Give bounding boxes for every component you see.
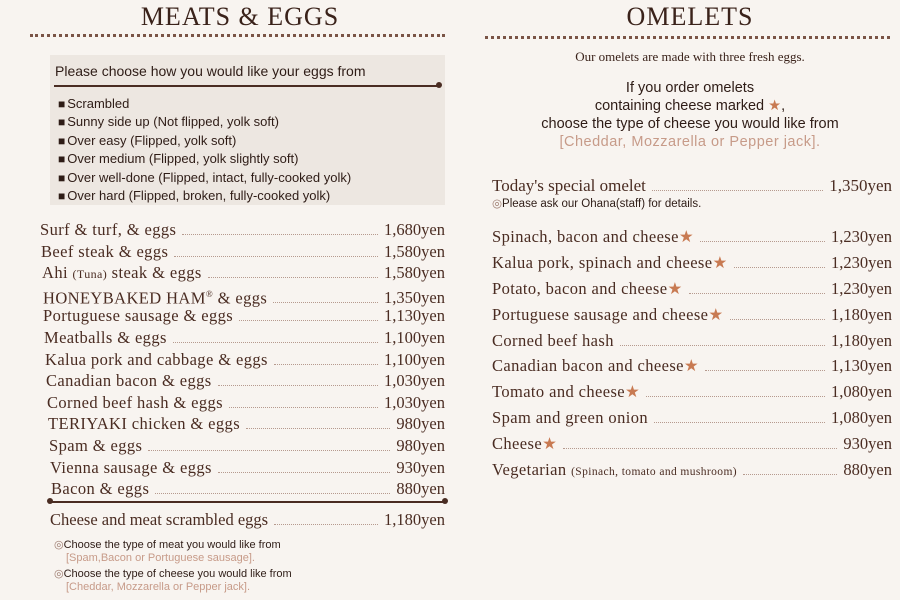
note-text: Please ask our Ohana(staff) for details.: [502, 198, 702, 210]
menu-item-name-text: Vegetarian: [492, 460, 567, 480]
menu-item: [492, 431, 892, 457]
egg-style-item: ■ Scrambled: [58, 95, 445, 113]
egg-style-list: [58, 95, 445, 205]
star-icon: ★: [678, 227, 695, 246]
note-options: [Cheddar, Mozzarella or Pepper jack].: [66, 581, 251, 593]
menu-item: [492, 457, 892, 483]
menu-item-name: Spam & eggs: [49, 435, 143, 455]
dot-leader: [155, 493, 390, 494]
menu-item-price: 1,080yen: [831, 408, 892, 428]
menu-item-price: 1,350yen: [829, 176, 892, 195]
dot-leader: [174, 256, 378, 257]
cheese-instructions: [485, 79, 895, 151]
cheese-line-punct: ,: [781, 98, 786, 114]
egg-style-item: ■ Over well-done (Flipped, intact, fully-cooked yolk): [58, 169, 445, 187]
circle-bullet-icon: ◎: [54, 568, 64, 580]
menu-item-name: [42, 262, 202, 286]
cheese-options: [Cheddar, Mozzarella or Pepper jack].: [559, 134, 821, 150]
cheese-line: [485, 97, 895, 115]
menu-item-price: 1,580yen: [384, 263, 445, 283]
menu-item-name-text: Cheese: [492, 434, 543, 454]
star-icon: ★: [542, 434, 558, 454]
cheese-line-text: containing cheese marked: [594, 98, 765, 114]
special-note: [492, 198, 892, 211]
special-row: [492, 176, 892, 196]
menu-item-price: 880yen: [843, 460, 892, 480]
menu-item-price: 1,130yen: [384, 306, 445, 326]
menu-item: [48, 413, 445, 435]
dot-leader: [273, 302, 378, 303]
dot-leader: [173, 342, 378, 343]
meats-menu-list: [40, 219, 445, 500]
menu-item-name: [492, 457, 737, 486]
menu-item-name: Corned beef hash & eggs: [47, 392, 223, 412]
menu-item: [49, 435, 445, 457]
menu-item: [45, 349, 445, 371]
dotted-divider: [485, 36, 890, 39]
menu-item-name: Kalua pork and cabbage & eggs: [45, 349, 268, 369]
dot-leader: [620, 345, 825, 346]
menu-item-price: 930yen: [396, 457, 445, 477]
menu-item-name-part: steak & eggs: [111, 263, 202, 283]
menu-item: [47, 392, 445, 414]
menu-item: [51, 478, 445, 500]
omelets-subtitle: Our omelets are made with three fresh eggs.: [575, 49, 805, 64]
menu-item-name: [492, 379, 640, 405]
egg-style-item: ■ Sunny side up (Not flipped, yolk soft): [58, 113, 445, 131]
menu-item-name-text: Potato, bacon and cheese: [492, 278, 668, 298]
dot-leader: [274, 364, 378, 365]
egg-style-prompt: Please choose how you would like your eggs from: [55, 63, 366, 79]
circle-bullet-icon: ◎: [54, 539, 64, 551]
menu-item-name: [492, 405, 648, 431]
menu-item-name-text: Kalua pork, spinach and cheese: [492, 252, 713, 272]
menu-item: [492, 224, 892, 250]
egg-style-item: ■ Over hard (Flipped, broken, fully-cooked yolk): [58, 187, 445, 205]
section-divider: [50, 501, 445, 503]
registered-mark: ®: [205, 288, 214, 299]
scrambled-item: [50, 510, 445, 530]
menu-item-name-text: Portuguese sausage and cheese: [492, 304, 709, 324]
menu-item-name-text: Canadian bacon and cheese: [492, 356, 684, 376]
dot-leader: [229, 407, 378, 408]
menu-item-name: Today's special omelet: [492, 176, 646, 195]
egg-box-divider: [54, 85, 438, 87]
star-icon: ★: [708, 304, 724, 324]
menu-item-price: 1,230yen: [831, 278, 892, 298]
menu-item: [50, 457, 445, 479]
menu-item-price: 880yen: [396, 479, 445, 499]
menu-item-price: 1,350yen: [384, 288, 445, 308]
dot-leader: [654, 422, 825, 423]
circle-bullet-icon: ◎: [492, 198, 503, 210]
menu-item-name-text: Corned beef hash: [492, 330, 614, 350]
dot-leader: [182, 234, 378, 235]
menu-item-name: Surf & turf, & eggs: [40, 220, 177, 239]
menu-item-price: 1,180yen: [831, 330, 892, 350]
menu-item-name: [492, 328, 614, 354]
menu-item: [492, 405, 892, 431]
meats-eggs-section: [30, 0, 450, 593]
menu-item-name: [492, 431, 557, 457]
dot-leader: [563, 448, 837, 449]
menu-item-price: 1,100yen: [384, 327, 445, 347]
star-icon: ★: [667, 278, 683, 298]
menu-item-name: [492, 224, 694, 250]
menu-item-name-text: Spam and green onion: [492, 408, 649, 428]
menu-item-name: [492, 276, 683, 302]
menu-item-price: 1,230yen: [831, 227, 892, 246]
menu-item-name: Portuguese sausage & eggs: [43, 306, 234, 326]
cheese-choice-note: [54, 568, 292, 594]
star-icon: ★: [712, 252, 728, 272]
menu-item-name: Canadian bacon & eggs: [46, 371, 212, 391]
dot-leader: [689, 293, 825, 294]
menu-item-price: 1,130yen: [831, 356, 892, 376]
dot-leader: [652, 190, 823, 191]
menu-item-name-part: HONEYBAKED HAM: [43, 288, 206, 308]
dot-leader: [734, 267, 825, 268]
menu-item-name-text: Tomato and cheese: [492, 382, 626, 402]
dot-leader: [743, 474, 837, 475]
menu-item-price: 1,180yen: [831, 304, 892, 324]
note-text: Choose the type of cheese you would like from: [63, 568, 292, 580]
menu-item-name: Meatballs & eggs: [44, 327, 167, 347]
egg-style-item: ■ Over easy (Flipped, yolk soft): [58, 132, 445, 150]
dot-leader: [239, 320, 378, 321]
menu-item-price: 980yen: [396, 414, 445, 434]
menu-item-name: Bacon & eggs: [51, 479, 150, 499]
menu-item-price: 1,680yen: [384, 220, 445, 239]
menu-item-price: 1,230yen: [831, 252, 892, 272]
omelets-heading: OMELETS: [626, 2, 754, 31]
menu-item: [46, 370, 445, 392]
menu-item-price: 1,100yen: [384, 349, 445, 369]
menu-item-name: Vienna sausage & eggs: [50, 457, 212, 477]
menu-item-price: 1,180yen: [384, 510, 445, 529]
menu-item: [42, 262, 445, 284]
menu-item: [41, 241, 445, 263]
dotted-divider: [30, 34, 445, 37]
menu-item-name-text: Spinach, bacon and cheese: [492, 227, 679, 246]
menu-item-name-part: Ahi: [42, 263, 68, 283]
menu-item: [492, 328, 892, 354]
dot-leader: [208, 277, 378, 278]
egg-style-box: [50, 55, 445, 205]
menu-item-price: 1,030yen: [384, 371, 445, 391]
omelets-section: [485, 0, 895, 480]
cheese-line: choose the type of cheese you would like from: [541, 116, 839, 132]
dot-leader: [274, 524, 378, 525]
menu-item-name: TERIYAKI chicken & eggs: [48, 414, 241, 434]
dot-leader: [148, 450, 390, 451]
menu-item: [492, 353, 892, 379]
menu-item-name: [492, 302, 724, 328]
menu-item-name: Beef steak & eggs: [41, 241, 169, 261]
special-omelet: [492, 176, 892, 211]
dot-leader: [246, 428, 390, 429]
star-icon: ★: [768, 98, 782, 114]
menu-item-name: [492, 250, 728, 276]
menu-item-name-part: & eggs: [217, 288, 268, 308]
menu-item: [44, 327, 445, 349]
dot-leader: [646, 396, 825, 397]
tuna-note: (Tuna): [72, 267, 108, 282]
menu-item-price: 930yen: [843, 434, 892, 454]
note-options: [Spam,Bacon or Portuguese sausage].: [66, 552, 255, 564]
meats-eggs-heading: MEATS & EGGS: [140, 2, 340, 31]
menu-item-name: [492, 353, 699, 379]
menu-item: [492, 302, 892, 328]
vegetarian-detail: (Spinach, tomato and mushroom): [571, 466, 738, 479]
omelet-menu-list: [492, 224, 892, 483]
menu-item: [40, 219, 445, 241]
menu-item-name: Cheese and meat scrambled eggs: [50, 510, 269, 529]
egg-style-item: ■ Over medium (Flipped, yolk slightly soft): [58, 150, 445, 168]
meat-choice-note: [54, 539, 281, 565]
star-icon: ★: [625, 382, 641, 402]
dot-leader: [700, 241, 825, 242]
dot-leader: [218, 472, 391, 473]
menu-item-price: 980yen: [396, 435, 445, 455]
menu-item-price: 1,580yen: [384, 241, 445, 261]
dot-leader: [705, 370, 825, 371]
star-icon: ★: [683, 356, 700, 376]
menu-item-price: 1,030yen: [384, 392, 445, 412]
menu-item: [492, 250, 892, 276]
dot-leader: [730, 319, 825, 320]
menu-item: [43, 284, 445, 306]
menu-item-price: 1,080yen: [831, 382, 892, 402]
menu-item: [492, 379, 892, 405]
note-text: Choose the type of meat you would like from: [63, 539, 281, 551]
dot-leader: [218, 385, 378, 386]
cheese-line: If you order omelets: [625, 80, 755, 96]
menu-item: [492, 276, 892, 302]
